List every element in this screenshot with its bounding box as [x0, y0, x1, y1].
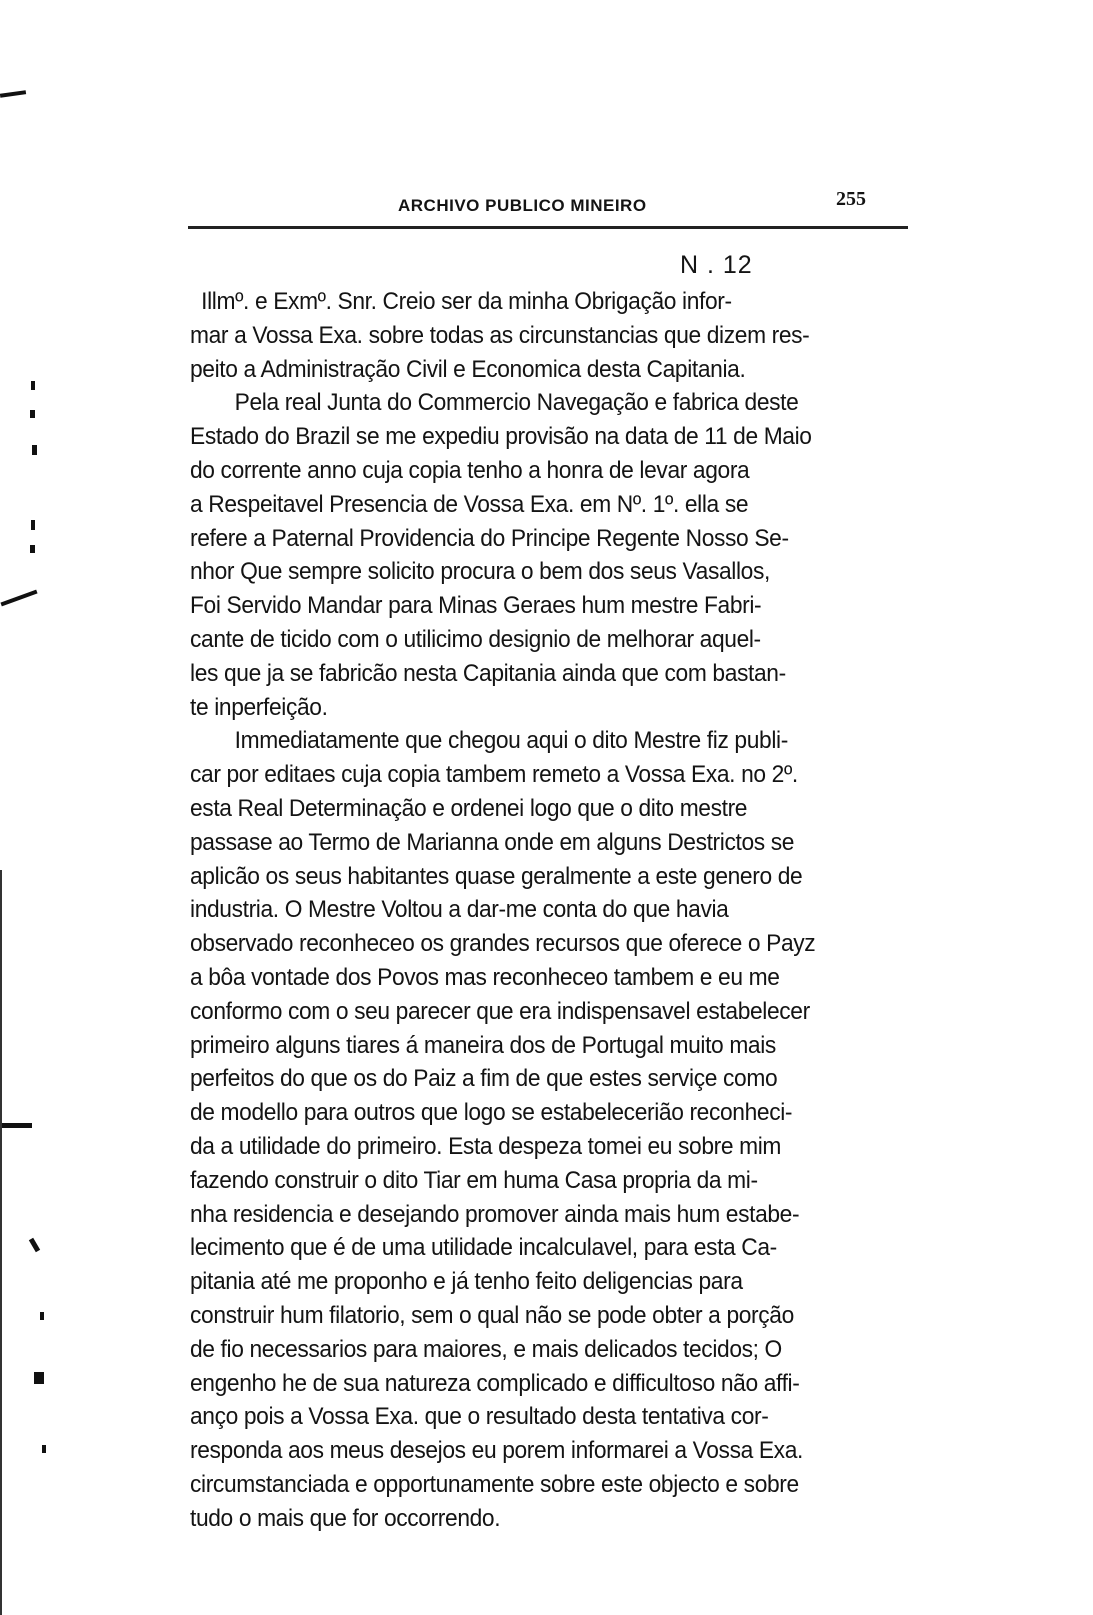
- text-line: responda aos meus desejos eu porem informarei a Vossa Exa.: [190, 1437, 803, 1465]
- text-line: engenho he de sua natureza complicado e difficultoso não affi-: [190, 1369, 800, 1397]
- scan-edge-mark: [34, 1372, 44, 1384]
- text-line: perfeitos do que os do Paiz a fim de que estes serviçe como: [190, 1065, 778, 1093]
- text-line: Illmº. e Exmº. Snr. Creio ser da minha Obrigação infor-: [201, 288, 732, 315]
- scan-edge-mark: [30, 545, 35, 553]
- scan-edge-mark: [31, 381, 35, 390]
- text-line: refere a Paternal Providencia do Principe Regente Nosso Se-: [190, 524, 789, 552]
- text-line: aplicão os seus habitantes quase geralmente a este genero de: [190, 862, 803, 890]
- letter-body: [190, 285, 860, 1535]
- text-line: conformo com o seu parecer que era indispensavel estabelecer: [190, 997, 810, 1025]
- scan-edge-mark: [0, 90, 26, 98]
- text-line: a Respeitavel Presencia de Vossa Exa. em Nº. 1º. ella se: [190, 490, 749, 518]
- scan-edge-mark: [40, 1312, 44, 1320]
- scan-edge-mark: [32, 445, 37, 455]
- scan-edge-mark: [30, 410, 35, 418]
- scan-edge-mark: [31, 520, 35, 530]
- text-line: anço pois a Vossa Exa. que o resultado desta tentativa cor-: [190, 1403, 769, 1431]
- text-line: mar a Vossa Exa. sobre todas as circunstancias que dizem res-: [190, 321, 810, 349]
- text-line: nha residencia e desejando promover ainda mais hum estabe-: [190, 1200, 800, 1228]
- text-line: construir hum filatorio, sem o qual não se pode obter a porção: [190, 1301, 794, 1329]
- text-line: Pela real Junta do Commercio Navegação e fabrica deste: [234, 389, 799, 417]
- text-line: circumstanciada e opportunamente sobre este objecto e sobre: [190, 1470, 799, 1498]
- text-line: da a utilidade do primeiro. Esta despeza tomei eu sobre mim: [190, 1132, 782, 1160]
- text-line: cante de ticido com o utilicimo designio de melhorar aquel-: [190, 625, 761, 653]
- scan-edge-mark: [42, 1445, 46, 1453]
- text-line: Foi Servido Mandar para Minas Geraes hum mestre Fabri-: [190, 592, 762, 620]
- text-line: do corrente anno cuja copia tenho a honra de levar agora: [190, 456, 750, 484]
- scan-edge-mark: [0, 1123, 32, 1128]
- text-line: peito a Administração Civil e Economica desta Capitania.: [190, 355, 746, 383]
- text-line: les que ja se fabricão nesta Capitania ainda que com bastan-: [190, 659, 786, 687]
- text-line: tudo o mais que for occorrendo.: [190, 1504, 501, 1532]
- document-number: N . 12: [680, 251, 753, 279]
- text-line: car por editaes cuja copia tambem remeto a Vossa Exa. no 2º.: [190, 761, 798, 789]
- text-line: passase ao Termo de Marianna onde em alguns Destrictos se: [190, 828, 795, 856]
- running-head: [188, 188, 908, 222]
- text-line: observado reconheceo os grandes recursos que oferece o Payz: [190, 930, 816, 958]
- header-rule: [188, 226, 908, 229]
- text-line: esta Real Determinação e ordenei logo que o dito mestre: [190, 794, 748, 822]
- text-line: primeiro alguns tiares á maneira dos de Portugal muito mais: [190, 1031, 776, 1059]
- running-title: ARCHIVO PUBLICO MINEIRO: [398, 196, 647, 215]
- text-line: industria. O Mestre Voltou a dar-me conta do que havia: [190, 896, 729, 924]
- scan-edge-mark: [0, 870, 2, 1615]
- page-number: 255: [836, 188, 866, 210]
- scan-edge-mark: [0, 590, 37, 607]
- text-line: nhor Que sempre solicito procura o bem dos seus Vasallos,: [190, 558, 770, 586]
- text-line: fazendo construir o dito Tiar em huma Casa propria da mi-: [190, 1166, 758, 1194]
- text-line: a bôa vontade dos Povos mas reconheceo tambem e eu me: [190, 963, 780, 991]
- text-line: Estado do Brazil se me expediu provisão na data de 11 de Maio: [190, 423, 812, 451]
- text-line: Immediatamente que chegou aqui o dito Mestre fiz publi-: [234, 727, 788, 755]
- scan-edge-mark: [29, 1238, 40, 1253]
- text-line: de modello para outros que logo se estabelecerião reconheci-: [190, 1099, 793, 1127]
- text-line: te inperfeição.: [190, 693, 328, 721]
- text-line: lecimento que é de uma utilidade incalculavel, para esta Ca-: [190, 1234, 777, 1262]
- text-line: pitania até me proponho e já tenho feito deligencias para: [190, 1268, 743, 1296]
- text-line: de fio necessarios para maiores, e mais delicados tecidos; O: [190, 1335, 782, 1363]
